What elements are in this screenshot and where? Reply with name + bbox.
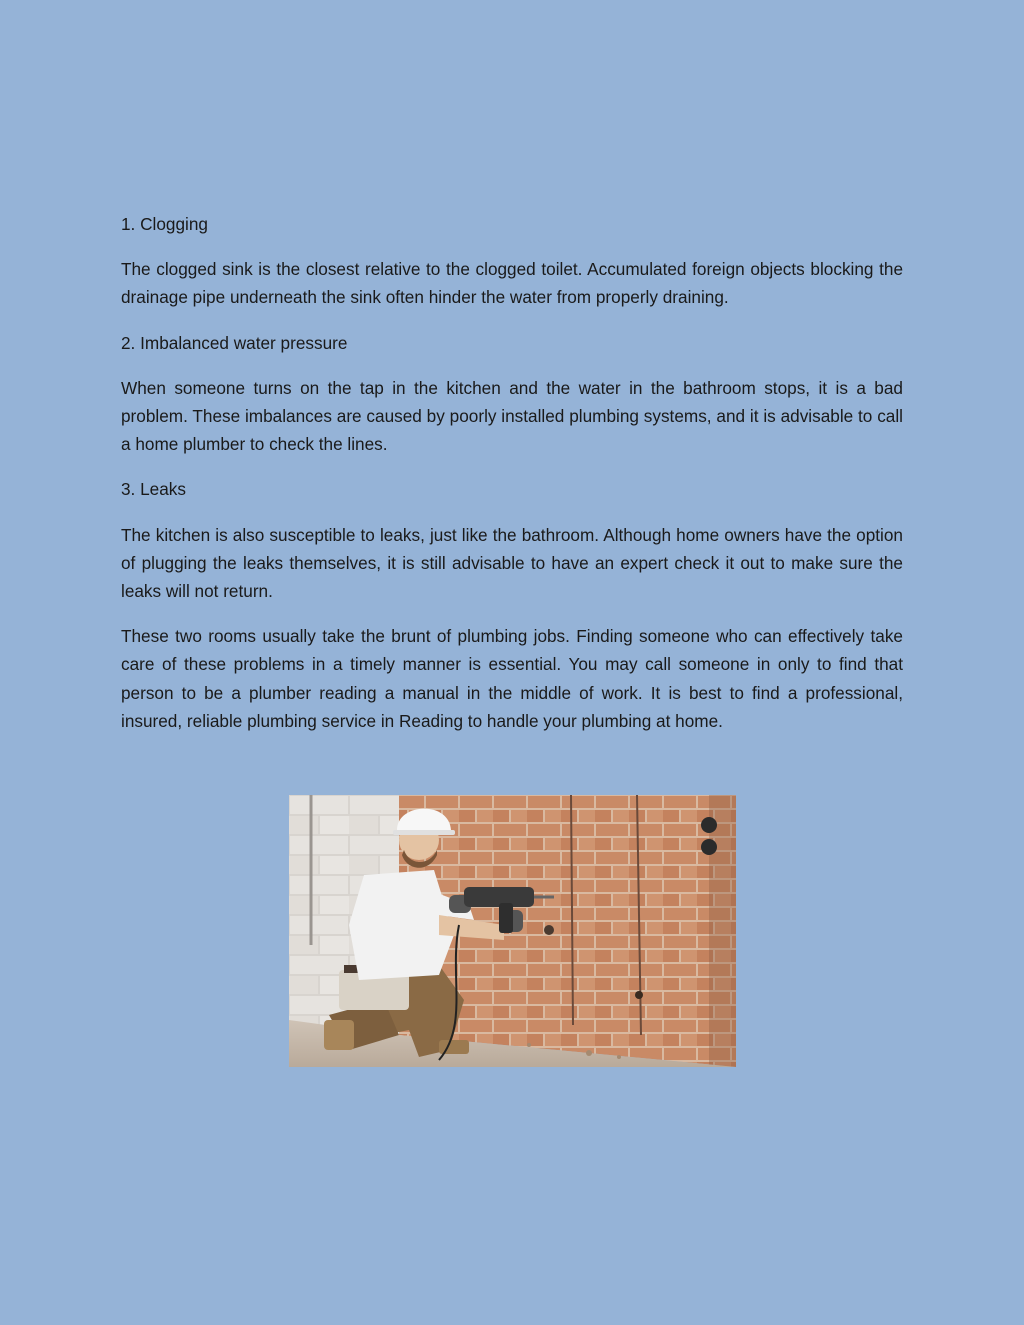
document-body	[121, 210, 903, 752]
paragraph-clogging: The clogged sink is the closest relative to the clogged toilet. Accumulated foreign objects blocking the drainage pipe underneath the sink often hinder the water from properly draining.	[121, 259, 903, 308]
paragraph-leaks: The kitchen is also susceptible to leaks, just like the bathroom. Although home owners have the option of plugging the leaks themselves, it is still advisable to have an expert check it out to make sure the leaks will not return.	[121, 524, 903, 602]
section-heading-clogging: 1. Clogging	[121, 214, 208, 234]
photo-illustration	[289, 795, 736, 1067]
section-heading-water-pressure: 2. Imbalanced water pressure	[121, 332, 348, 353]
paragraph-water-pressure: When someone turns on the tap in the kitchen and the water in the bathroom stops, it is a bad problem. These imbalances are caused by poorly installed plumbing systems, and it is advisable to call a home plumber to check the lines.	[121, 377, 903, 455]
paragraph-conclusion: These two rooms usually take the brunt of plumbing jobs. Finding someone who can effectively take care of these problems in a timely manner is essential. You may call someone in only to find that person to be a plumber reading a manual in the middle of work. It is best to find a professional, insured, reliable plumbing service in Reading to handle your plumbing at home.	[121, 626, 903, 731]
plumber-drilling-photo	[289, 795, 736, 1067]
section-heading-leaks: 3. Leaks	[121, 479, 186, 500]
